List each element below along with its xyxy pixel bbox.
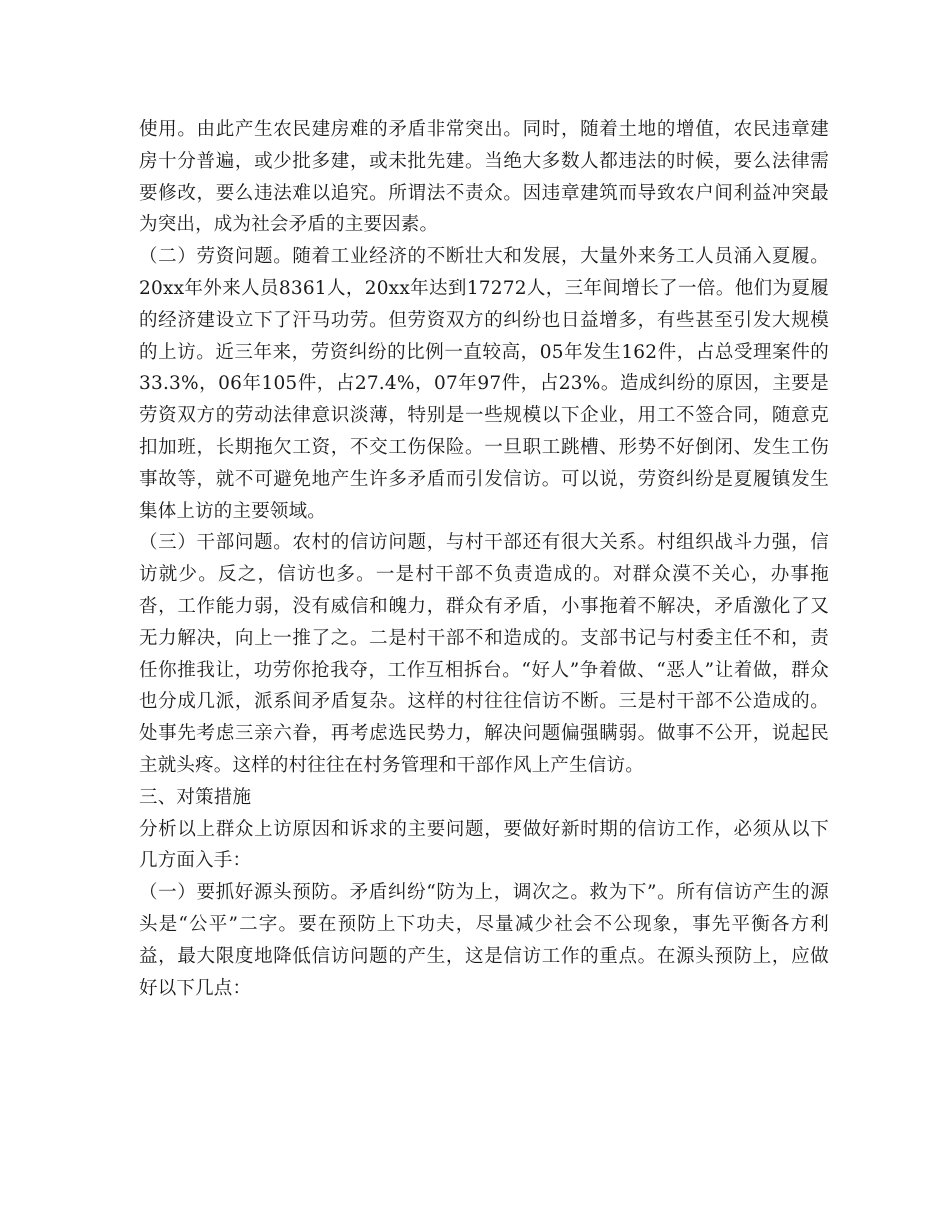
- paragraph-housing-issue: 使用。由此产生农民建房难的矛盾非常突出。同时，随着土地的增值，农民违章建房十分普遍，或少批多建，或未批先建。当绝大多数人都违法的时候，要么法律需要修改，要么违法难以追究。所谓法不责众。因违章建筑而导致农户间利益冲突最为突出，成为社会矛盾的主要因素。: [139, 119, 829, 236]
- section-heading-countermeasures: 三、对策措施: [139, 786, 252, 808]
- paragraph-source-prevention: （一）要抓好源头预防。矛盾纠纷“防为上，调次之。救为下”。所有信访产生的源头是“公平”二字。要在预防上下功夫，尽量减少社会不公现象，事先平衡各方利益，最大限度地降低信访问题的产生，这是信访工作的重点。在源头预防上，应做好以下几点：: [139, 882, 829, 999]
- paragraph-cadre-issue: （三）干部问题。农村的信访问题，与村干部还有很大关系。村组织战斗力强，信访就少。反之，信访也多。一是村干部不负责造成的。对群众漠不关心，办事拖沓，工作能力弱，没有威信和魄力，群众有矛盾，小事拖着不解决，矛盾激化了又无力解决，向上一推了之。二是村干部不和造成的。支部书记与村委主任不和，责任你推我让，功劳你抢我夺，工作互相拆台。“好人”争着做、“恶人”让着做，群众也分成几派，派系间矛盾复杂。这样的村往往信访不断。三是村干部不公造成的。处事先考虑三亲六眷，再考虑选民势力，解决问题偏强瞒弱。做事不公开，说起民主就头疼。这样的村往往在村务管理和干部作风上产生信访。: [139, 532, 829, 776]
- paragraph-intro-countermeasures: 分析以上群众上访原因和诉求的主要问题，要做好新时期的信访工作，必须从以下几方面入手：: [139, 818, 829, 872]
- paragraph-labor-issue: （二）劳资问题。随着工业经济的不断壮大和发展，大量外来务工人员涌入夏履。20xx年外来人员8361人，20xx年达到17272人，三年间增长了一倍。他们为夏履的经济建设立下了汗马功劳。但劳资双方的纠纷也日益增多，有些甚至引发大规模的上访。近三年来，劳资纠纷的比例一直较高，05年发生162件，占总受理案件的33.3%，06年105件，占27.4%，07年97件，占23%。造成纠纷的原因，主要是劳资双方的劳动法律意识淡薄，特别是一些规模以下企业，用工不签合同，随意克扣加班，长期拖欠工资，不交工伤保险。一旦职工跳槽、形势不好倒闭、发生工伤事故等，就不可避免地产生许多矛盾而引发信访。可以说，劳资纠纷是夏履镇发生集体上访的主要领域。: [139, 246, 829, 522]
- document-body: [139, 114, 829, 1004]
